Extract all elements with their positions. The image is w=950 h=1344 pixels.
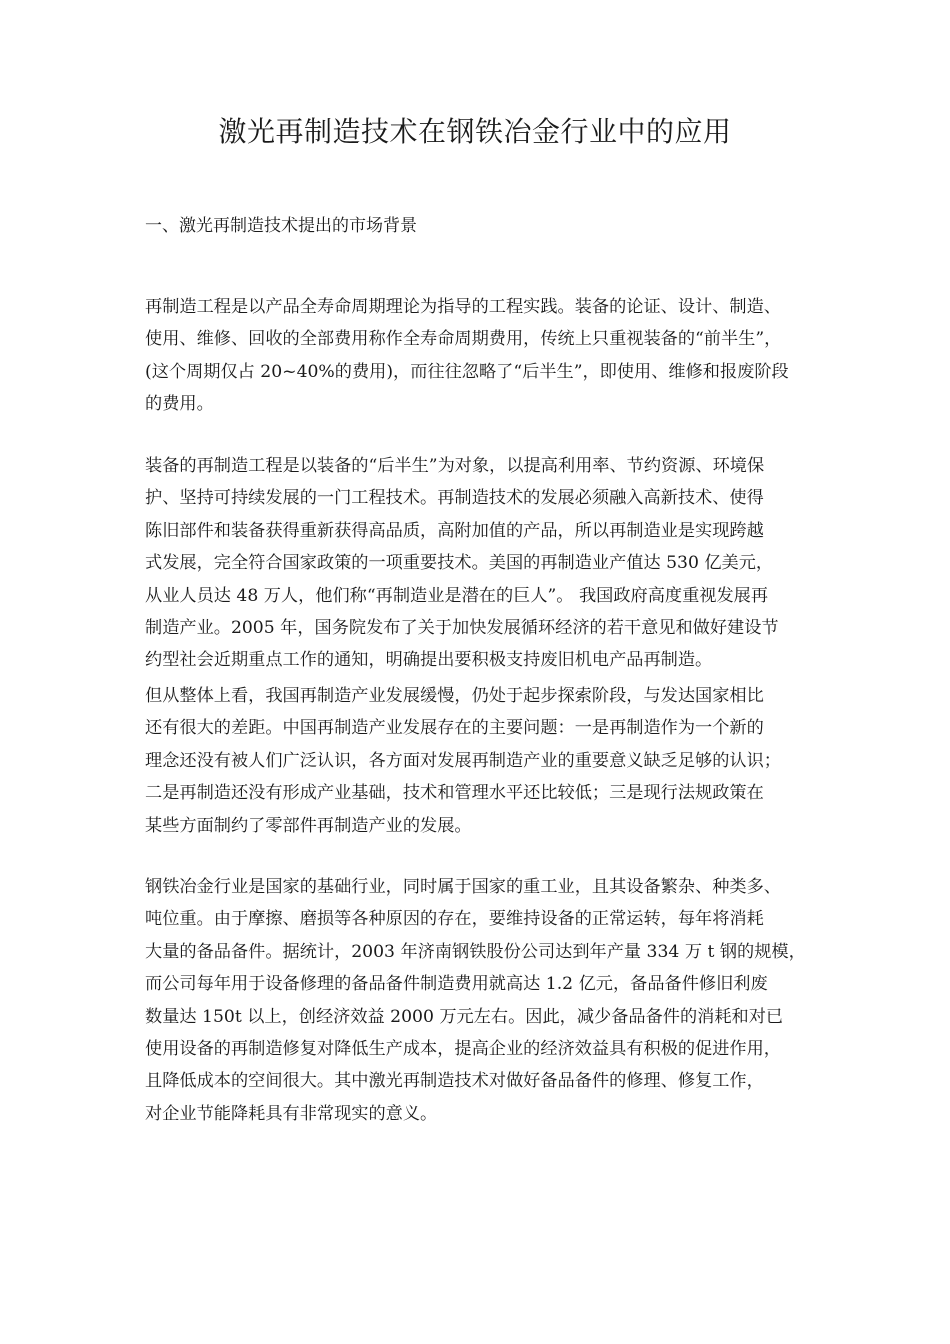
paragraph-line: 但从整体上看，我国再制造产业发展缓慢，仍处于起步探索阶段，与发达国家相比 [145,686,764,706]
paragraph-4 [145,871,809,1130]
paragraph-line: 从业人员达 48 万人，他们称“再制造业是潜在的巨人”。 我国政府高度重视发展再 [145,585,769,606]
paragraph-line: (这个周期仅占 20~40%的费用)，而往往忽略了“后半生”，即使用、维修和报废阶段 [145,361,789,382]
paragraph-line: 的费用。 [145,394,214,415]
document-title: 激光再制造技术在钢铁冶金行业中的应用 [218,115,732,148]
paragraph-line: 理念还没有被人们广泛认识，各方面对发展再制造产业的重要意义缺乏足够的认识； [145,750,781,771]
paragraph-line: 约型社会近期重点工作的通知，明确提出要积极支持废旧机电产品再制造。 [145,650,713,671]
paragraph-line: 数量达 150t 以上，创经济效益 2000 万元左右。因此，减少备品备件的消耗和对已 [145,1006,784,1027]
paragraph-line: 陈旧部件和装备获得重新获得高品质，高附加值的产品，所以再制造业是实现跨越 [145,520,764,541]
paragraph-line: 而公司每年用于设备修理的备品备件制造费用就高达 1.2 亿元，备品备件修旧利废 [145,974,768,995]
paragraph-line: 二是再制造还没有形成产业基础，技术和管理水平还比较低；三是现行法规政策在 [145,783,764,804]
paragraph-line: 使用、维修、回收的全部费用称作全寿命周期费用，传统上只重视装备的“前半生”， [145,329,782,350]
paragraph-line: 钢铁冶金行业是国家的基础行业，同时属于国家的重工业，且其设备繁杂、种类多、 [145,877,781,897]
paragraph-line: 对企业节能降耗具有非常现实的意义。 [145,1103,438,1124]
paragraph-line: 装备的再制造工程是以装备的“后半生”为对象，以提高利用率、节约资源、环境保 [145,456,765,476]
paragraph-line: 且降低成本的空间很大。其中激光再制造技术对做好备品备件的修理、修复工作， [145,1071,764,1092]
paragraph-2 [145,450,809,677]
paragraph-line: 使用设备的再制造修复对降低生产成本，提高企业的经济效益具有积极的促进作用， [145,1039,781,1060]
paragraph-line: 护、坚持可持续发展的一门工程技术。再制造技术的发展必须融入高新技术、使得 [145,488,764,509]
paragraph-3 [145,680,809,842]
paragraph-1 [145,291,809,421]
paragraph-line: 某些方面制约了零部件再制造产业的发展。 [145,815,472,836]
paragraph-line: 吨位重。由于摩擦、磨损等各种原因的存在，要维持设备的正常运转，每年将消耗 [145,909,764,930]
paragraph-line: 再制造工程是以产品全寿命周期理论为指导的工程实践。装备的论证、设计、制造、 [145,297,781,317]
paragraph-line: 还有很大的差距。中国再制造产业发展存在的主要问题：一是再制造作为一个新的 [145,718,764,739]
paragraph-line: 大量的备品备件。据统计，2003 年济南钢铁股份公司达到年产量 334 万 t 钢的规模， [145,941,806,962]
paragraph-line: 制造产业。2005 年，国务院发布了关于加快发展循环经济的若干意见和做好建设节 [145,618,779,639]
section-heading: 一、激光再制造技术提出的市场背景 [145,216,417,236]
paragraph-line: 式发展，完全符合国家政策的一项重要技术。美国的再制造业产值达 530 亿美元， [145,553,774,574]
